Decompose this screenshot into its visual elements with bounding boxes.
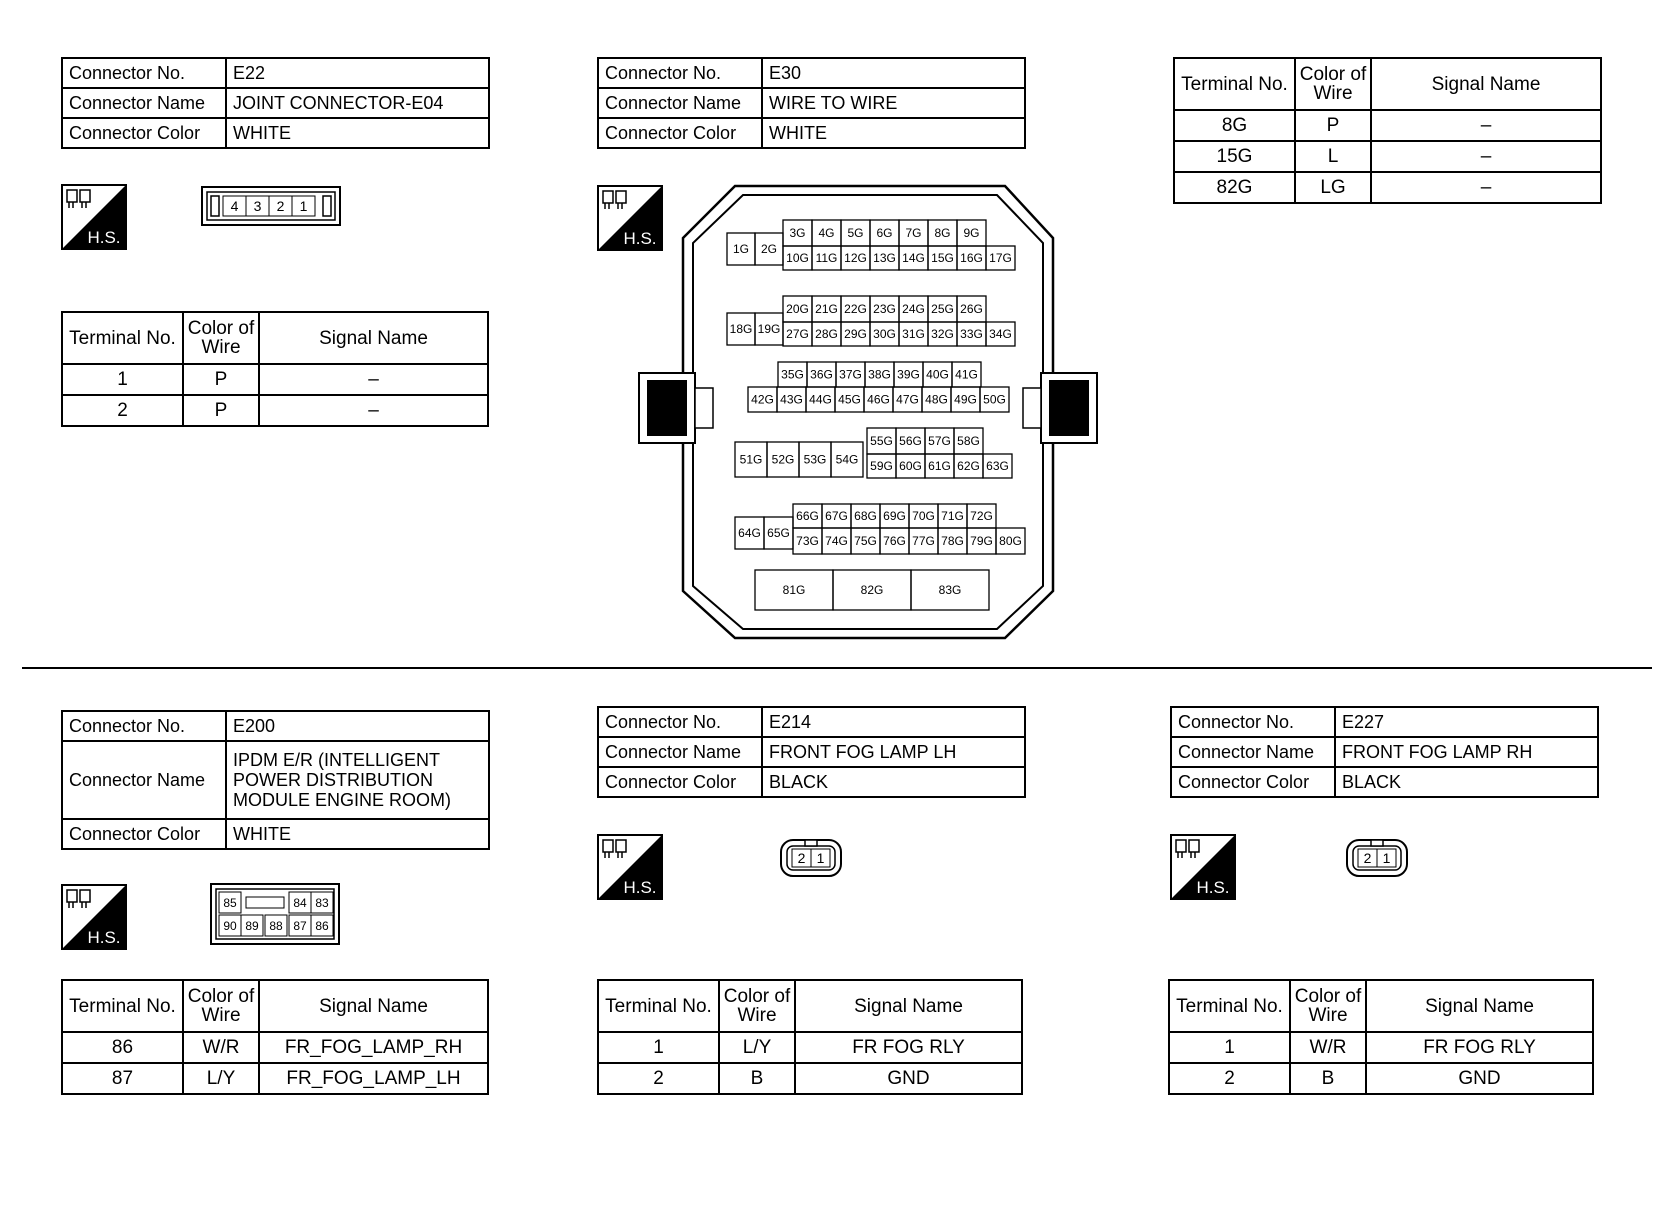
connector-name-label: Connector Name [62,88,226,118]
pin-label: 32G [931,327,954,341]
pin-label: 56G [899,434,922,448]
connector-no-value: E30 [762,58,1025,88]
hs-harness-side-icon [61,884,127,950]
pin-label: 87 [293,919,307,933]
terminal-no-header: Terminal No. [1174,58,1295,110]
pin-label: 3 [253,198,262,214]
pin-label: 59G [870,459,893,473]
connector-name-value: FRONT FOG LAMP LH [762,737,1025,767]
pin-label: 61G [928,459,951,473]
pin-label: 63G [986,459,1009,473]
table-row: 2 P – [62,395,488,426]
pin-label: 74G [825,534,848,548]
connector-color-value: WHITE [226,819,489,849]
pin-label: 65G [767,526,790,540]
e22-terminal-table [61,311,489,427]
pin-label: 42G [751,392,774,407]
pin-label: 27G [786,327,809,341]
table-row: 1 L/Y FR FOG RLY [598,1032,1022,1063]
pin-label: 44G [809,392,832,407]
e227-terminal-table [1168,979,1594,1095]
pin-label: 15G [931,251,954,265]
connector-color-value: WHITE [226,118,489,148]
terminal-no-header: Terminal No. [598,980,719,1032]
connector-no-value: E200 [226,711,489,741]
connector-no-value: E22 [226,58,489,88]
connector-name-value: JOINT CONNECTOR-E04 [226,88,489,118]
pin-label: 75G [854,534,877,548]
pin-label: 46G [867,392,890,407]
pin-label: 55G [870,434,893,448]
connector-no-label: Connector No. [1171,707,1335,737]
connector-color-label: Connector Color [1171,767,1335,797]
pin-label: 66G [796,509,819,523]
e22-connector-face [201,186,341,226]
color-of-wire-header: Color of Wire [1290,980,1366,1032]
pin-label: 25G [931,302,954,316]
connector-no-value: E214 [762,707,1025,737]
table-row: 2 B GND [1169,1063,1593,1094]
table-row: 1 W/R FR FOG RLY [1169,1032,1593,1063]
color-of-wire-header: Color of Wire [183,312,259,364]
pin-label: 2 [1363,850,1372,866]
pin-label: 58G [957,434,980,448]
e200-terminal-table [61,979,489,1095]
e30-connector-face [635,183,1105,643]
pin-label: 40G [926,367,949,382]
terminal-no-header: Terminal No. [62,312,183,364]
connector-no-label: Connector No. [598,58,762,88]
pin-label: 22G [844,302,867,316]
pin-label: 9G [963,226,980,240]
pin-label: 64G [738,526,761,540]
e214-info-table [597,706,1026,798]
pin-label: 90 [223,919,237,933]
pin-label: 1 [299,198,308,214]
pin-label: 81G [782,583,806,597]
hs-harness-side-icon [1170,834,1236,900]
pin-label: 79G [970,534,993,548]
pin-label: 24G [902,302,925,316]
pin-label: 82G [860,583,884,597]
pin-label: 23G [873,302,896,316]
e227-info-table [1170,706,1599,798]
e214-terminal-table [597,979,1023,1095]
connector-name-value: FRONT FOG LAMP RH [1335,737,1598,767]
connector-color-label: Connector Color [62,819,226,849]
pin-label: 47G [896,392,919,407]
pin-label: 30G [873,327,896,341]
pin-label: 45G [838,392,861,407]
pin-label: 43G [780,392,803,407]
pin-label: 86 [315,919,329,933]
hs-label: H.S. [87,928,121,947]
pin-label: 2G [760,242,778,256]
pin-label: 1 [1382,850,1391,866]
connector-no-label: Connector No. [62,58,226,88]
pin-label: 49G [954,392,977,407]
color-of-wire-header: Color of Wire [719,980,795,1032]
signal-name-header: Signal Name [259,312,488,364]
connector-color-value: BLACK [762,767,1025,797]
pin-label: 36G [810,367,833,382]
pin-label: 52G [771,452,795,467]
pin-label: 10G [786,251,809,265]
e227-connector-face [1345,838,1409,878]
color-of-wire-header: Color of Wire [183,980,259,1032]
pin-label: 80G [999,534,1022,548]
pin-label: 14G [902,251,925,265]
pin-label: 3G [789,226,806,240]
pin-label: 18G [729,322,753,336]
connector-name-value: IPDM E/R (INTELLIGENT POWER DISTRIBUTION MODULE ENGINE ROOM) [226,741,489,819]
hs-harness-side-icon [61,184,127,250]
pin-label: 41G [955,367,978,382]
pin-label: 12G [844,251,867,265]
pin-label: 11G [815,251,838,265]
table-row: 82G LG – [1174,172,1601,203]
e22-info-table [61,57,490,149]
pin-label: 33G [960,327,983,341]
pin-label: 17G [989,251,1012,265]
signal-name-header: Signal Name [1371,58,1601,110]
pin-label: 62G [957,459,980,473]
pin-label: 83 [315,896,329,910]
e200-connector-face [210,883,340,945]
pin-label: 88 [269,919,283,933]
connector-name-label: Connector Name [598,737,762,767]
connector-color-value: BLACK [1335,767,1598,797]
hs-label: H.S. [623,878,657,897]
pin-label: 4G [818,226,835,240]
table-row: 2 B GND [598,1063,1022,1094]
signal-name-header: Signal Name [1366,980,1593,1032]
pin-label: 21G [815,302,838,316]
pin-label: 29G [844,327,867,341]
hs-harness-side-icon [597,834,663,900]
pin-label: 5G [847,226,864,240]
pin-label: 71G [941,509,964,523]
pin-label: 77G [912,534,935,548]
pin-label: 53G [803,452,827,467]
pin-label: 69G [883,509,906,523]
pin-label: 57G [928,434,951,448]
table-row: 86 W/R FR_FOG_LAMP_RH [62,1032,488,1063]
pin-label: 83G [938,583,962,597]
pin-label: 89 [245,919,259,933]
e30-info-table [597,57,1026,149]
table-row: 87 L/Y FR_FOG_LAMP_LH [62,1063,488,1094]
section-divider [22,667,1652,669]
hs-label: H.S. [623,229,657,248]
pin-label: 1 [816,850,825,866]
pin-label: 78G [941,534,964,548]
connector-color-value: WHITE [762,118,1025,148]
connector-name-value: WIRE TO WIRE [762,88,1025,118]
pin-label: 19G [757,322,781,336]
pin-label: 28G [815,327,838,341]
e214-connector-face [779,838,843,878]
pin-label: 70G [912,509,935,523]
connector-color-label: Connector Color [598,767,762,797]
pin-label: 31G [902,327,925,341]
pin-label: 2 [276,198,285,214]
pin-label: 76G [883,534,906,548]
pin-label: 16G [960,251,983,265]
pin-label: 84 [293,896,307,910]
pin-label: 51G [739,452,763,467]
pin-label: 60G [899,459,922,473]
hs-label: H.S. [87,228,121,247]
terminal-no-header: Terminal No. [1169,980,1290,1032]
connector-name-label: Connector Name [598,88,762,118]
terminal-no-header: Terminal No. [62,980,183,1032]
pin-label: 38G [868,367,891,382]
table-row: 1 P – [62,364,488,395]
table-row: 15G L – [1174,141,1601,172]
connector-color-label: Connector Color [598,118,762,148]
color-of-wire-header: Color of Wire [1295,58,1371,110]
pin-label: 2 [797,850,806,866]
pin-label: 8G [934,226,951,240]
pin-label: 1G [732,242,750,256]
signal-name-header: Signal Name [259,980,488,1032]
connector-name-label: Connector Name [1171,737,1335,767]
pin-label: 72G [970,509,993,523]
connector-name-label: Connector Name [62,741,226,819]
table-row: 8G P – [1174,110,1601,141]
connector-no-label: Connector No. [598,707,762,737]
connector-no-label: Connector No. [62,711,226,741]
hs-label: H.S. [1196,878,1230,897]
e30-terminal-table [1173,57,1602,204]
pin-label: 37G [839,367,862,382]
pin-label: 50G [983,392,1006,407]
signal-name-header: Signal Name [795,980,1022,1032]
pin-label: 34G [989,327,1012,341]
pin-label: 39G [897,367,920,382]
pin-label: 67G [825,509,848,523]
pin-label: 13G [873,251,896,265]
pin-label: 26G [960,302,983,316]
pin-label: 85 [223,896,237,910]
pin-label: 73G [796,534,819,548]
pin-label: 7G [905,226,922,240]
pin-label: 20G [786,302,809,316]
pin-label: 4 [230,198,239,214]
connector-color-label: Connector Color [62,118,226,148]
pin-label: 48G [925,392,948,407]
pin-label: 54G [835,452,859,467]
connector-no-value: E227 [1335,707,1598,737]
pin-label: 6G [876,226,893,240]
e200-info-table [61,710,490,850]
pin-label: 68G [854,509,877,523]
pin-label: 35G [781,367,804,382]
